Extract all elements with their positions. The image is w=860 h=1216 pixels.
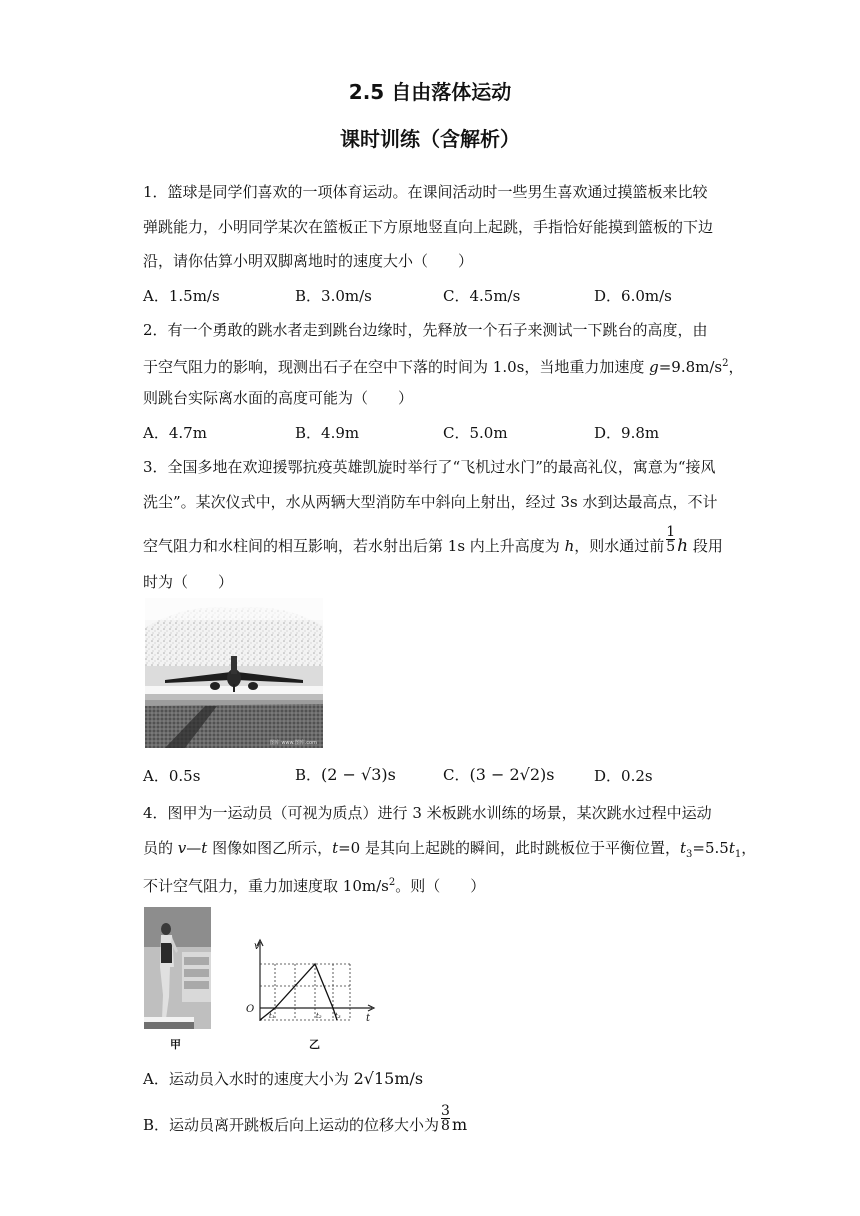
- velocity-time-graph: [240, 936, 380, 1026]
- q4-t0-symbol: t: [332, 839, 339, 857]
- graph-t1-label: t₁: [269, 1012, 275, 1020]
- q3-option-c-label: C．: [443, 766, 470, 784]
- q4-line-3-end: 。则（ ）: [395, 877, 486, 895]
- q2-comma: ，: [728, 358, 744, 376]
- diver-photo: [144, 907, 211, 1029]
- figure-yi-label: 乙: [309, 1038, 320, 1051]
- graph-t2-label: t₂: [316, 1012, 322, 1020]
- q2-line-2: [143, 355, 744, 376]
- q3-h-symbol-2: h: [677, 536, 689, 556]
- graph-t-label: t: [366, 1013, 371, 1024]
- q3-option-b: [295, 766, 396, 784]
- q4-option-a-text: A．运动员入水时的速度大小为: [143, 1070, 354, 1088]
- q4-line-2-end: ，: [741, 839, 757, 857]
- q2-g-value: =9.8m/s: [658, 358, 723, 376]
- q3-line-3-end: 段用: [688, 537, 723, 555]
- q4-v-symbol: v: [177, 839, 187, 857]
- q4-line-3-text: 不计空气阻力，重力加速度取 10m/s: [143, 877, 389, 895]
- q4-t-symbol: t: [201, 839, 208, 857]
- q2-line-1: 2．有一个勇敢的跳水者走到跳台边缘时，先释放一个石子来测试一下跳台的高度，由: [143, 321, 708, 339]
- q1-option-c: C．4.5m/s: [443, 287, 521, 305]
- graph-origin-label: O: [246, 1004, 255, 1015]
- q4-t3-symbol: t: [680, 839, 687, 857]
- q2-g-symbol: g: [649, 358, 659, 376]
- q3-option-d: D．0.2s: [594, 767, 653, 785]
- q4-option-b-fraction: [441, 1104, 450, 1133]
- q1-line-2: 弹跳能力，小明同学某次在篮板正下方原地竖直向上起跳，手指恰好能摸到篮板的下边: [143, 218, 714, 236]
- q3-line-4: 时为（ ）: [143, 573, 234, 591]
- q4-t3-subscript: 3: [686, 849, 693, 860]
- photo-watermark: 图库 www.图库.com: [269, 740, 317, 746]
- q3-fraction: [666, 525, 675, 554]
- page-title: 2.5 自由落体运动: [348, 80, 512, 104]
- q3-option-c: [443, 766, 555, 784]
- q4-line-2-start: 员的: [143, 839, 178, 857]
- q2-line-3: 则跳台实际离水面的高度可能为（ ）: [143, 389, 414, 407]
- q3-fraction-numerator: 1: [666, 523, 676, 540]
- q3-line-3-text: 空气阻力和水柱间的相互影响，若水射出后第 1s 内上升高度为: [143, 537, 565, 555]
- graph-v-label: v: [254, 941, 260, 952]
- q3-line-1: 3．全国多地在欢迎援鄂抗疫英雄凯旋时举行了“飞机过水门”的最高礼仪，寓意为“接风: [143, 458, 716, 476]
- q4-option-a: [143, 1070, 423, 1088]
- q2-option-d: D．9.8m: [594, 424, 660, 442]
- q4-option-b-unit: m: [451, 1115, 468, 1134]
- q4-option-b-text: B．运动员离开跳板后向上运动的位移大小为: [143, 1116, 440, 1134]
- q4-option-a-math: 2√15m/s: [353, 1069, 424, 1088]
- q4-line-3: [143, 874, 723, 895]
- q3-option-b-math: (2 − √3)s: [321, 765, 396, 784]
- q4-t1-symbol: t: [728, 839, 735, 857]
- q3-option-a: A．0.5s: [143, 767, 201, 785]
- q2-option-a: A．4.7m: [143, 424, 207, 442]
- q1-option-b: B．3.0m/s: [295, 287, 372, 305]
- q1-line-3: 沿，请你估算小明双脚离地时的速度大小（ ）: [143, 252, 474, 270]
- q1-option-d: D．6.0m/s: [594, 287, 672, 305]
- q2-option-b: B．4.9m: [295, 424, 360, 442]
- q3-h-symbol: h: [564, 537, 575, 555]
- q4-option-b: [143, 1102, 468, 1134]
- graph-t3-label: t₃: [335, 1012, 341, 1020]
- q3-line-2: 洗尘”。某次仪式中，水从两辆大型消防车中斜向上射出，经过 3s 水到达最高点，不计: [143, 493, 718, 511]
- q3-fraction-denominator: 5: [666, 538, 676, 555]
- q4-option-b-numerator: 3: [441, 1102, 450, 1119]
- q4-dash: —: [186, 839, 202, 857]
- q4-t3-value: =5.5: [692, 839, 729, 857]
- q4-line-2-body: =0 是其向上起跳的瞬间，此时跳板位于平衡位置，: [338, 839, 680, 857]
- q1-option-a: A．1.5m/s: [143, 287, 220, 305]
- q4-option-b-denominator: 8: [441, 1117, 450, 1134]
- q3-option-c-math: (3 − 2√2)s: [469, 765, 555, 784]
- figure-jia-label: 甲: [170, 1038, 181, 1051]
- q3-line-3-mid: ，则水通过前: [574, 537, 665, 555]
- q3-line-3: [143, 523, 723, 556]
- q1-line-1: 1．篮球是同学们喜欢的一项体育运动。在课间活动时一些男生喜欢通过摸篮板来比较: [143, 183, 708, 201]
- q4-line-2-mid: 图像如图乙所示，: [207, 839, 333, 857]
- q4-line-3-exponent: 2: [388, 877, 396, 888]
- airplane-water-salute-photo: [145, 598, 323, 748]
- q4-t1-subscript: 1: [734, 849, 742, 860]
- q2-option-c: C．5.0m: [443, 424, 508, 442]
- q4-line-1: 4．图甲为一运动员（可视为质点）进行 3 米板跳水训练的场景，某次跳水过程中运动: [143, 804, 712, 822]
- page-subtitle: 课时训练（含解析）: [340, 127, 520, 151]
- q2-line-2-text: 于空气阻力的影响，现测出石子在空中下落的时间为 1.0s，当地重力加速度: [143, 358, 650, 376]
- q4-line-2: [143, 839, 757, 863]
- q3-option-b-label: B．: [295, 766, 322, 784]
- q2-g-exponent: 2: [722, 358, 729, 369]
